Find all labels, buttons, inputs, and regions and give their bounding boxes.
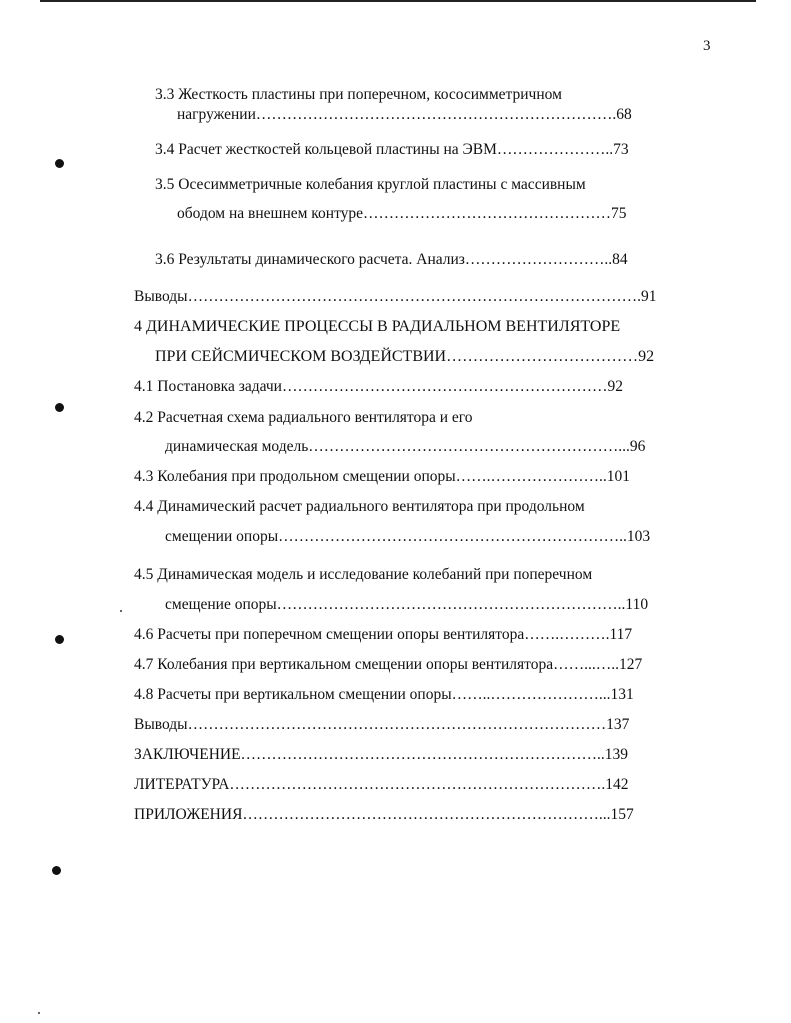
toc-entry-4-3: 4.3 Колебания при продольном смещении опоры…….…………………..101 xyxy=(134,468,631,485)
toc-entry-3-3-title: 3.3 Жесткость пластины при поперечном, кососимметричном xyxy=(155,86,562,103)
binding-hole-mark xyxy=(55,403,64,412)
toc-entry-3-5-continuation: ободом на внешнем контуре…………………………………………75 xyxy=(177,205,627,222)
toc-entry-3-4: 3.4 Расчет жесткостей кольцевой пластины на ЭВМ…………………..73 xyxy=(155,141,629,158)
binding-hole-mark xyxy=(55,159,64,168)
scan-top-border xyxy=(40,0,756,2)
binding-hole-mark xyxy=(52,866,61,875)
scan-speck xyxy=(38,1012,40,1014)
toc-entry-4-4-title: 4.4 Динамический расчет радиального вентилятора при продольном xyxy=(134,498,585,515)
binding-hole-mark xyxy=(55,635,64,644)
page-number: 3 xyxy=(703,38,711,54)
toc-entry-conclusions-4: Выводы………………………………………………………………………137 xyxy=(134,716,630,733)
toc-entry-conclusion: ЗАКЛЮЧЕНИЕ……………………………………………………………..139 xyxy=(134,746,629,763)
toc-entry-4-8: 4.8 Расчеты при вертикальном смещении опоры……..…………………...131 xyxy=(134,686,634,703)
toc-entry-4-5-title: 4.5 Динамическая модель и исследование колебаний при поперечном xyxy=(134,566,593,583)
toc-chapter-4-continuation: ПРИ СЕЙСМИЧЕСКОМ ВОЗДЕЙСТВИИ………………………………92 xyxy=(155,348,655,365)
toc-entry-literature: ЛИТЕРАТУРА……………………………………………………………….142 xyxy=(134,776,629,793)
toc-entry-4-7: 4.7 Колебания при вертикальном смещении опоры вентилятора……...…..127 xyxy=(134,656,643,673)
toc-entry-4-1: 4.1 Постановка задачи………………………………………………………92 xyxy=(134,378,623,395)
toc-entry-4-2-continuation: динамическая модель……………………………………………………...96 xyxy=(165,438,646,455)
scan-speck xyxy=(120,610,122,612)
toc-entry-appendices: ПРИЛОЖЕНИЯ……………………………………………………………...157 xyxy=(134,806,634,823)
toc-entry-4-4-continuation: смещении опоры…………………………………………………………..103 xyxy=(165,528,651,545)
toc-entry-4-6: 4.6 Расчеты при поперечном смещении опоры вентилятора…….……….117 xyxy=(134,626,633,643)
toc-entry-3-3-continuation: нагружении…………………………………………………………….68 xyxy=(177,106,632,123)
toc-entry-4-5-continuation: смещение опоры…………………………………………………………..110 xyxy=(165,596,649,613)
toc-entry-3-6: 3.6 Результаты динамического расчета. Анализ………………………..84 xyxy=(155,251,628,268)
toc-entry-conclusions-3: Выводы…………………………………………………………………………….91 xyxy=(134,288,657,305)
toc-entry-3-5-title: 3.5 Осесимметричные колебания круглой пластины с массивным xyxy=(155,176,586,193)
toc-chapter-4-title: 4 ДИНАМИЧЕСКИЕ ПРОЦЕССЫ В РАДИАЛЬНОМ ВЕНТИЛЯТОРЕ xyxy=(134,318,621,335)
toc-entry-4-2-title: 4.2 Расчетная схема радиального вентилятора и его xyxy=(134,409,473,426)
